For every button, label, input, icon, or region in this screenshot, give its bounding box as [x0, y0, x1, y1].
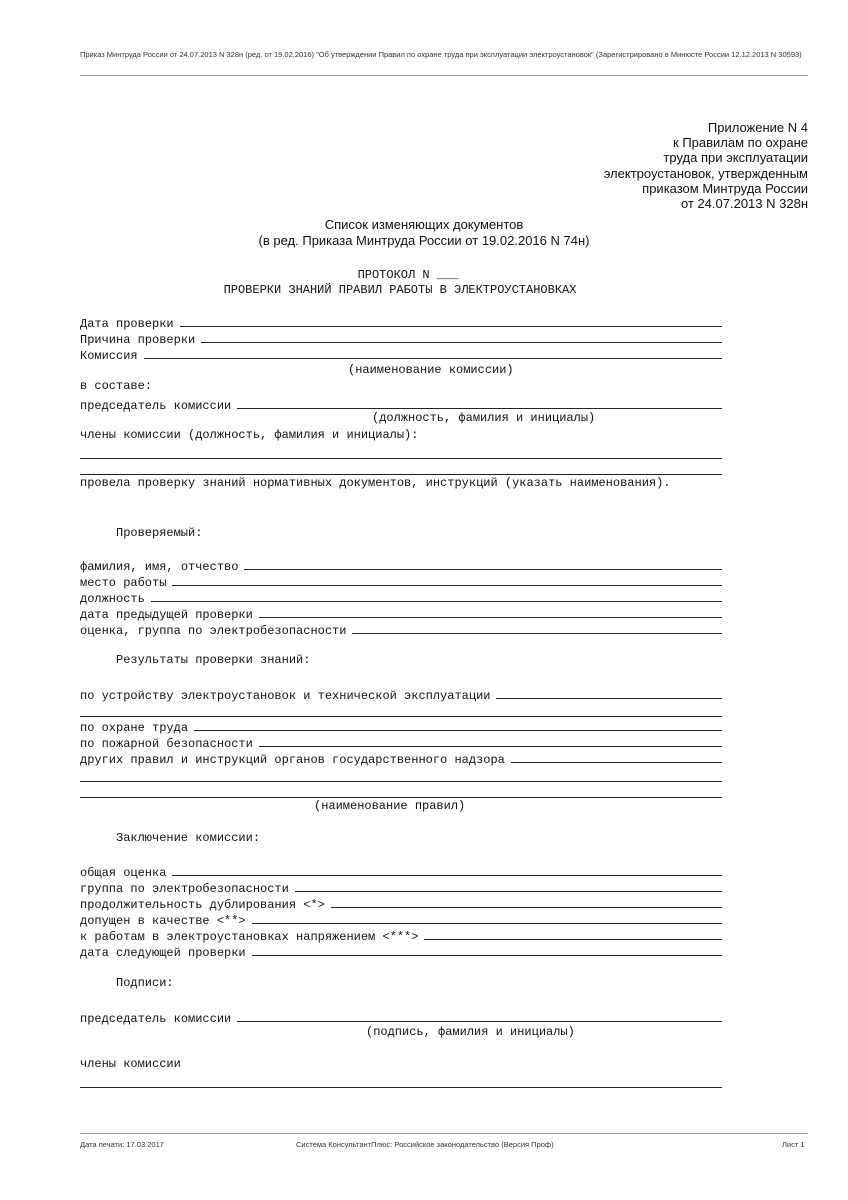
commission-caption: (наименование комиссии)	[348, 363, 514, 377]
check-reason-label: Причина проверки	[80, 333, 196, 347]
conclusion-heading: Заключение комиссии:	[116, 831, 261, 845]
signature-chairman-input-line[interactable]	[237, 1009, 722, 1022]
position-label: должность	[80, 592, 145, 606]
signature-members-label: члены комиссии	[80, 1057, 181, 1071]
admitted-label: допущен в качестве <**>	[80, 914, 246, 928]
fire-safety-label: по пожарной безопасности	[80, 737, 253, 751]
check-reason-input-line[interactable]	[201, 330, 722, 343]
appendix-line: к Правилам по охране	[673, 135, 808, 151]
next-check-input-line[interactable]	[252, 943, 722, 956]
appendix-line: труда при эксплуатации	[663, 150, 808, 166]
other-rules-input-line-2[interactable]	[80, 781, 722, 782]
footer-print-date: Дата печати: 17.03.2017	[80, 1140, 164, 1149]
overall-grade-input-line[interactable]	[172, 863, 722, 876]
installation-input-line-2[interactable]	[80, 716, 722, 717]
document-header: Приказ Минтруда России от 24.07.2013 N 328н (ред. от 19.02.2016) "Об утверждении Правил по охране труда при эксплуатации электроустановок" (Зарегистрировано в Минюсте России 12.12.2013 N 30593)	[80, 50, 802, 59]
other-rules-row	[80, 750, 722, 768]
chairman-label: председатель комиссии	[80, 399, 232, 413]
footer-sheet: Лист 1	[782, 1140, 805, 1149]
signatures-heading: Подписи:	[116, 976, 174, 990]
voltage-input-line[interactable]	[424, 927, 722, 940]
workplace-label: место работы	[80, 576, 167, 590]
commission-row	[80, 346, 722, 364]
rules-caption: (наименование правил)	[314, 799, 466, 813]
labor-safety-label: по охране труда	[80, 721, 189, 735]
composition-label: в составе:	[80, 379, 153, 393]
grade-group-row	[80, 621, 722, 639]
results-heading: Результаты проверки знаний:	[116, 653, 311, 667]
fire-safety-input-line[interactable]	[259, 734, 722, 747]
full-name-label: фамилия, имя, отчество	[80, 560, 239, 574]
commission-input-line[interactable]	[144, 346, 722, 359]
signature-chairman-label: председатель комиссии	[80, 1012, 232, 1026]
overall-grade-label: общая оценка	[80, 866, 167, 880]
full-name-input-line[interactable]	[244, 557, 722, 570]
conducted-text: провела проверку знаний нормативных документов, инструкций (указать наименования).	[80, 476, 671, 490]
amendments-detail: (в ред. Приказа Минтруда России от 19.02.2016 N 74н)	[258, 233, 590, 248]
signature-chairman-caption: (подпись, фамилия и инициалы)	[366, 1025, 575, 1039]
safety-group-input-line[interactable]	[295, 879, 722, 892]
amendments-title: Список изменяющих документов	[324, 217, 524, 232]
chairman-input-line[interactable]	[237, 396, 722, 409]
other-rules-input-line[interactable]	[511, 750, 722, 763]
members-label: члены комиссии (должность, фамилия и инициалы):	[80, 428, 419, 442]
duplication-input-line[interactable]	[331, 895, 722, 908]
other-rules-label: других правил и инструкций органов государственного надзора	[80, 753, 505, 767]
header-divider	[80, 75, 808, 76]
grade-group-label: оценка, группа по электробезопасности	[80, 624, 347, 638]
protocol-number: ПРОТОКОЛ N ___	[357, 268, 459, 282]
other-rules-input-line-3[interactable]	[80, 797, 722, 798]
protocol-title: ПРОВЕРКИ ЗНАНИЙ ПРАВИЛ РАБОТЫ В ЭЛЕКТРОУСТАНОВКАХ	[223, 283, 577, 297]
next-check-row	[80, 943, 722, 961]
labor-safety-input-line[interactable]	[194, 718, 722, 731]
commission-label: Комиссия	[80, 349, 138, 363]
appendix-line: Приложение N 4	[707, 120, 808, 135]
members-input-line-2[interactable]	[80, 474, 722, 475]
installation-row	[80, 686, 722, 704]
footer-system: Система КонсультантПлюс: Российское законодательство (Версия Проф)	[296, 1140, 554, 1149]
examinee-heading: Проверяемый:	[116, 526, 203, 540]
admitted-input-line[interactable]	[252, 911, 722, 924]
safety-group-label: группа по электробезопасности	[80, 882, 289, 896]
installation-input-line[interactable]	[496, 686, 722, 699]
appendix-line: от 24.07.2013 N 328н	[680, 196, 808, 212]
appendix-line: электроустановок, утвержденным	[603, 165, 808, 181]
prev-check-label: дата предыдущей проверки	[80, 608, 253, 622]
installation-label: по устройству электроустановок и технической эксплуатации	[80, 689, 491, 703]
check-date-label: Дата проверки	[80, 317, 174, 331]
appendix-line: приказом Минтруда России	[642, 180, 808, 196]
next-check-label: дата следующей проверки	[80, 946, 246, 960]
chairman-caption: (должность, фамилия и инициалы)	[372, 411, 596, 425]
duplication-label: продолжительность дублирования <*>	[80, 898, 325, 912]
prev-check-input-line[interactable]	[259, 605, 722, 618]
appendix-block	[604, 120, 808, 211]
workplace-input-line[interactable]	[172, 573, 722, 586]
signature-members-input-line[interactable]	[80, 1087, 722, 1088]
voltage-label: к работам в электроустановках напряжением <***>	[80, 930, 419, 944]
position-input-line[interactable]	[151, 589, 722, 602]
check-date-input-line[interactable]	[180, 314, 722, 327]
members-input-line[interactable]	[80, 458, 722, 459]
grade-group-input-line[interactable]	[352, 621, 722, 634]
footer-divider	[80, 1133, 808, 1134]
